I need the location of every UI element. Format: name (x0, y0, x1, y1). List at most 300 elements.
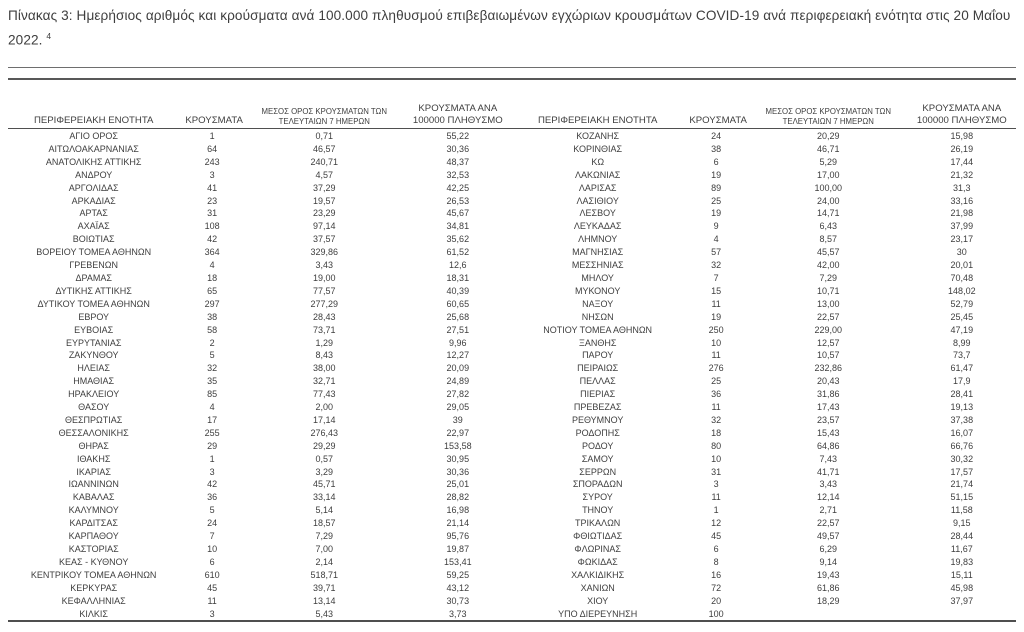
table-row (512, 272, 1016, 285)
per100k-cell: 95,76 (446, 531, 470, 542)
column-header-region: ΠΕΡΙΦΕΡΕΙΑΚΗ ΕΝΟΤΗΤΑ (8, 94, 179, 129)
avg7-cell: 77,57 (312, 285, 336, 296)
per100k-cell: 148,02 (948, 285, 976, 296)
table-row (512, 453, 1016, 466)
avg7-cell: 46,57 (312, 143, 336, 154)
region-cell: ΚΑΛΥΜΝΟΥ (68, 505, 119, 516)
cases-cell: 11 (711, 350, 721, 361)
per100k-cell: 32,53 (446, 169, 470, 180)
table-row (512, 156, 1016, 169)
region-cell: ΡΟΔΟΥ (582, 440, 614, 451)
region-cell: ΠΕΙΡΑΙΩΣ (577, 363, 619, 374)
cases-cell: 11 (711, 298, 721, 309)
region-cell: ΣΕΡΡΩΝ (579, 466, 617, 477)
table-row (8, 414, 512, 427)
cases-cell: 16 (711, 569, 722, 580)
per100k-cell: 21,98 (950, 208, 974, 219)
per100k-cell: 25,68 (446, 311, 470, 322)
avg7-cell: 277,29 (310, 298, 339, 309)
per100k-cell: 24,89 (446, 376, 470, 387)
table-row (512, 311, 1016, 324)
avg7-cell: 31,86 (816, 389, 840, 400)
table-row (8, 478, 512, 491)
region-cell: ΛΕΣΒΟΥ (579, 208, 616, 219)
region-cell: ΠΕΛΛΑΣ (579, 376, 616, 387)
per100k-cell: 39 (452, 414, 463, 425)
avg7-cell: 23,57 (816, 414, 840, 425)
avg7-cell: 42,00 (816, 260, 840, 271)
region-cell: ΑΙΤΩΛΟΑΚΑΡΝΑΝΙΑΣ (48, 143, 139, 154)
cases-cell: 19 (711, 169, 722, 180)
cases-cell: 89 (711, 182, 722, 193)
per100k-cell: 21,74 (950, 479, 974, 490)
avg7-cell: 5,43 (315, 608, 334, 619)
per100k-cell: 48,37 (446, 156, 470, 167)
region-cell: ΗΜΑΘΙΑΣ (73, 376, 115, 387)
avg7-cell: 17,00 (816, 169, 840, 180)
per100k-cell: 19,87 (446, 544, 470, 554)
table-row (8, 582, 512, 595)
table-row (8, 349, 512, 362)
region-cell: ΑΡΓΟΛΙΔΑΣ (68, 182, 119, 193)
table-row (512, 195, 1016, 208)
region-cell: ΦΛΩΡΙΝΑΣ (574, 544, 621, 554)
region-cell: ΛΑΚΩΝΙΑΣ (575, 169, 621, 180)
table-row (8, 543, 512, 556)
region-cell: ΝΗΣΩΝ (581, 311, 614, 322)
avg7-cell: 0,71 (315, 131, 334, 141)
region-cell: ΚΕΝΤΡΙΚΟΥ ΤΟΜΕΑ ΑΘΗΝΩΝ (30, 569, 157, 580)
per100k-cell: 45,67 (446, 208, 470, 219)
table-row (512, 556, 1016, 569)
cases-cell: 364 (204, 247, 220, 258)
region-cell: ΖΑΚΥΝΘΟΥ (68, 350, 119, 361)
table-row (512, 427, 1016, 440)
region-cell: ΚΩ (591, 156, 605, 167)
table-row (512, 569, 1016, 582)
per100k-cell: 21,14 (446, 518, 470, 529)
avg7-cell: 33,14 (312, 492, 336, 503)
per100k-cell: 11,58 (950, 505, 973, 516)
table-row (512, 375, 1016, 388)
region-cell: ΔΥΤΙΚΗΣ ΑΤΤΙΚΗΣ (55, 285, 132, 296)
table-row (512, 543, 1016, 556)
cases-cell: 5 (209, 505, 215, 516)
avg7-cell: 97,14 (312, 221, 336, 232)
per100k-cell: 19,83 (950, 556, 974, 567)
table-caption-text: Πίνακας 3: Ημερήσιος αριθμός και κρούσματα ανά 100.000 πληθυσμού επιβεβαιωμένων εγχώριων κρουσμάτων COVID-19 ανά περιφερειακή ενότητα στις 20 Μαΐου 2022. (8, 8, 1011, 48)
cases-cell: 108 (204, 221, 220, 232)
region-cell: ΙΘΑΚΗΣ (76, 453, 111, 464)
per100k-cell: 18,31 (446, 272, 470, 283)
table-row (8, 207, 512, 220)
avg7-cell: 64,86 (816, 440, 840, 451)
avg7-cell: 3,43 (315, 260, 334, 271)
per100k-cell: 30 (956, 247, 967, 258)
avg7-cell: 32,71 (312, 376, 336, 387)
region-cell: ΤΗΝΟΥ (582, 505, 614, 516)
avg7-cell: 61,86 (816, 582, 840, 593)
cases-cell: 10 (207, 544, 218, 554)
avg7-cell: 329,86 (310, 247, 339, 258)
cases-cell: 7 (209, 531, 215, 542)
cases-cell: 23 (207, 195, 218, 206)
table-row (8, 440, 512, 453)
table-row (512, 207, 1016, 220)
cases-cell: 24 (711, 131, 722, 141)
region-cell: ΦΘΙΩΤΙΔΑΣ (573, 531, 623, 542)
region-cell: ΕΥΡΥΤΑΝΙΑΣ (65, 337, 122, 348)
region-cell: ΑΡΚΑΔΙΑΣ (71, 195, 116, 206)
region-cell: ΙΩΑΝΝΙΝΩΝ (68, 479, 119, 490)
cases-cell: 4 (209, 260, 215, 271)
cases-cell: 31 (207, 208, 218, 219)
avg7-cell: 6,43 (819, 221, 838, 232)
cases-cell: 18 (207, 272, 218, 283)
cases-cell: 3 (209, 466, 215, 477)
region-cell: ΜΥΚΟΝΟΥ (574, 285, 621, 296)
cases-cell: 255 (204, 427, 220, 438)
region-cell: ΦΩΚΙΔΑΣ (577, 556, 618, 567)
table-row (8, 466, 512, 479)
cases-cell: 1 (209, 131, 215, 141)
per100k-cell: 37,99 (950, 221, 974, 232)
per100k-cell: 40,39 (446, 285, 470, 296)
per100k-cell: 25,01 (446, 479, 470, 490)
avg7-cell: 29,29 (312, 440, 336, 451)
avg7-cell: 17,14 (312, 414, 336, 425)
per100k-cell: 45,98 (950, 582, 974, 593)
region-cell: ΗΛΕΙΑΣ (77, 363, 110, 374)
per100k-cell: 30,95 (446, 453, 470, 464)
per100k-cell: 52,79 (950, 298, 974, 309)
cases-cell: 20 (711, 595, 722, 606)
avg7-cell: 10,71 (816, 285, 840, 296)
cases-cell: 4 (713, 234, 719, 245)
table-row (512, 182, 1016, 195)
table-row (512, 129, 1016, 143)
avg7-cell: 15,43 (816, 427, 840, 438)
table-row (8, 388, 512, 401)
per100k-cell: 30,36 (446, 143, 470, 154)
region-cell: ΔΥΤΙΚΟΥ ΤΟΜΕΑ ΑΘΗΝΩΝ (37, 298, 150, 309)
table-row (512, 466, 1016, 479)
cases-cell: 32 (711, 260, 722, 271)
region-cell: ΣΑΜΟΥ (581, 453, 614, 464)
region-cell: ΜΕΣΣΗΝΙΑΣ (571, 260, 624, 271)
avg7-cell: 24,00 (816, 195, 840, 206)
region-cell: ΛΑΣΙΘΙΟΥ (576, 195, 619, 206)
avg7-cell: 37,57 (312, 234, 336, 245)
region-cell: ΛΕΥΚΑΔΑΣ (573, 221, 622, 232)
region-cell: ΜΑΓΝΗΣΙΑΣ (572, 247, 624, 258)
table-right-header (512, 94, 1016, 129)
table-left-header (8, 94, 512, 129)
cases-cell: 1 (713, 505, 719, 516)
avg7-cell: 7,29 (819, 272, 838, 283)
column-header-cases: ΚΡΟΥΣΜΑΤΑ (683, 94, 749, 129)
avg7-cell: 49,57 (816, 531, 840, 542)
per100k-cell: 34,81 (446, 221, 470, 232)
table-row (8, 220, 512, 233)
table-row (8, 491, 512, 504)
per100k-cell: 26,53 (446, 195, 470, 206)
region-cell: ΛΑΡΙΣΑΣ (578, 182, 617, 193)
avg7-cell: 22,57 (816, 311, 840, 322)
cases-cell: 5 (209, 350, 215, 361)
avg7-cell: 38,00 (312, 363, 336, 374)
per100k-cell: 29,05 (446, 402, 470, 413)
avg7-cell: 7,43 (819, 453, 838, 464)
region-cell: ΚΑΒΑΛΑΣ (72, 492, 115, 503)
cases-cell: 65 (207, 285, 218, 296)
cases-cell: 7 (713, 272, 719, 283)
cases-cell: 11 (711, 402, 721, 413)
per100k-cell: 20,09 (446, 363, 470, 374)
region-cell: ΚΕΦΑΛΛΗΝΙΑΣ (61, 595, 126, 606)
avg7-cell: 13,00 (816, 298, 840, 309)
column-header-avg7: ΜΕΣΟΣ ΟΡΟΣ ΚΡΟΥΣΜΑΤΩΝ ΤΩΝ ΤΕΛΕΥΤΑΙΩΝ 7 ΗΜΕΡΩΝ (245, 94, 404, 129)
cases-cell: 64 (207, 143, 218, 154)
avg7-cell: 20,43 (816, 376, 840, 387)
regional-table-right (512, 94, 1016, 620)
table-row (512, 233, 1016, 246)
per100k-cell: 26,19 (950, 143, 974, 154)
table-row (8, 129, 512, 143)
per100k-cell: 12,6 (449, 260, 467, 271)
region-cell: ΝΑΞΟΥ (582, 298, 614, 309)
cases-cell: 36 (207, 492, 218, 503)
region-cell: ΓΡΕΒΕΝΩΝ (69, 260, 119, 271)
table-row (8, 608, 512, 621)
avg7-cell (749, 608, 908, 621)
table-row (512, 220, 1016, 233)
per100k-cell: 28,44 (950, 531, 974, 542)
table-row (8, 143, 512, 156)
per100k-cell: 15,98 (950, 131, 974, 141)
per100k-cell: 73,7 (953, 350, 971, 361)
table-row (512, 388, 1016, 401)
per100k-cell: 70,48 (950, 272, 974, 283)
avg7-cell: 518,71 (310, 569, 339, 580)
per100k-cell (908, 608, 1016, 621)
column-header-avg7: ΜΕΣΟΣ ΟΡΟΣ ΚΡΟΥΣΜΑΤΩΝ ΤΩΝ ΤΕΛΕΥΤΑΙΩΝ 7 ΗΜΕΡΩΝ (749, 94, 908, 129)
cases-cell: 100 (708, 608, 724, 619)
per100k-cell: 37,97 (950, 595, 974, 606)
avg7-cell: 7,00 (315, 544, 334, 554)
regional-tables (8, 94, 1016, 622)
cases-cell: 45 (711, 531, 722, 542)
per100k-cell: 17,57 (950, 466, 974, 477)
avg7-cell: 20,29 (816, 131, 840, 141)
table-row (8, 169, 512, 182)
cases-cell: 8 (713, 556, 719, 567)
region-cell: ΠΡΕΒΕΖΑΣ (573, 402, 622, 413)
table-row (8, 285, 512, 298)
per100k-cell: 28,82 (446, 492, 470, 503)
per100k-cell: 42,25 (446, 182, 470, 193)
cases-cell: 45 (207, 582, 218, 593)
cases-cell: 32 (711, 414, 722, 425)
table-row (8, 517, 512, 530)
region-cell: ΜΗΛΟΥ (581, 272, 614, 283)
per100k-cell: 9,15 (953, 518, 971, 529)
cases-cell: 6 (713, 156, 719, 167)
region-cell: ΚΑΣΤΟΡΙΑΣ (68, 544, 119, 554)
table-row (8, 362, 512, 375)
region-cell: ΒΟΙΩΤΙΑΣ (72, 234, 115, 245)
per100k-cell: 30,32 (950, 453, 974, 464)
cases-cell: 10 (711, 337, 722, 348)
cases-cell: 18 (711, 427, 722, 438)
region-cell: ΑΓΙΟ ΟΡΟΣ (69, 131, 118, 141)
region-cell: ΚΕΡΚΥΡΑΣ (70, 582, 118, 593)
avg7-cell: 45,71 (312, 479, 336, 490)
cases-cell: 4 (209, 402, 215, 413)
region-cell: ΑΧΑΪΑΣ (77, 221, 110, 232)
avg7-cell: 19,00 (312, 272, 336, 283)
region-cell: ΗΡΑΚΛΕΙΟΥ (68, 389, 120, 400)
cases-cell: 38 (207, 311, 218, 322)
table-row (8, 298, 512, 311)
avg7-cell: 240,71 (310, 156, 339, 167)
column-header-per100k: ΚΡΟΥΣΜΑΤΑ ΑΝΑ 100000 ΠΛΗΘΥΣΜΟ (908, 94, 1016, 129)
region-cell: ΤΡΙΚΑΛΩΝ (575, 518, 621, 529)
cases-cell: 297 (204, 298, 220, 309)
table-row (8, 337, 512, 350)
avg7-cell: 19,43 (816, 569, 840, 580)
per100k-cell: 59,25 (446, 569, 470, 580)
cases-cell: 3 (209, 608, 215, 619)
cases-cell: 15 (711, 285, 722, 296)
table-row (512, 349, 1016, 362)
cases-cell: 85 (207, 389, 218, 400)
per100k-cell: 15,11 (950, 569, 973, 580)
horizontal-rule-bottom (8, 78, 1016, 80)
avg7-cell: 45,57 (816, 247, 840, 258)
per100k-cell: 60,65 (446, 298, 470, 309)
table-left-body (8, 129, 512, 621)
header-row (8, 94, 512, 129)
cases-cell: 35 (207, 376, 218, 387)
table-row (8, 311, 512, 324)
avg7-cell: 73,71 (312, 324, 336, 335)
cases-cell: 25 (711, 195, 722, 206)
cases-cell: 10 (711, 453, 722, 464)
cases-cell: 12 (711, 518, 722, 529)
avg7-cell: 18,57 (312, 518, 336, 529)
avg7-cell: 39,71 (312, 582, 336, 593)
per100k-cell: 27,82 (446, 389, 470, 400)
region-cell: ΚΟΡΙΝΘΙΑΣ (573, 143, 623, 154)
avg7-cell: 276,43 (310, 427, 339, 438)
table-row (8, 595, 512, 608)
cases-cell: 2 (209, 337, 215, 348)
regional-table-left (8, 94, 512, 620)
region-cell: ΚΕΑΣ - ΚΥΘΝΟΥ (59, 556, 129, 567)
avg7-cell: 41,71 (816, 466, 840, 477)
avg7-cell: 100,00 (814, 182, 843, 193)
per100k-cell: 61,52 (446, 247, 470, 258)
horizontal-rule-top (8, 67, 1016, 68)
per100k-cell: 47,19 (950, 324, 974, 335)
table-row (512, 143, 1016, 156)
per100k-cell: 19,13 (950, 402, 974, 413)
cases-cell: 25 (711, 376, 722, 387)
per100k-cell: 17,9 (953, 376, 971, 387)
avg7-cell: 229,00 (814, 324, 843, 335)
table-row (512, 504, 1016, 517)
region-cell: ΔΡΑΜΑΣ (75, 272, 112, 283)
region-cell: ΚΟΖΑΝΗΣ (576, 131, 620, 141)
avg7-cell: 2,14 (315, 556, 334, 567)
region-cell: ΡΕΘΥΜΝΟΥ (571, 414, 624, 425)
cases-cell: 17 (207, 414, 218, 425)
per100k-cell: 20,01 (950, 260, 974, 271)
table-row (512, 401, 1016, 414)
region-cell: ΚΑΡΠΑΘΟΥ (68, 531, 119, 542)
avg7-cell: 3,43 (819, 479, 838, 490)
header-row (512, 94, 1016, 129)
per100k-cell: 28,41 (950, 389, 974, 400)
per100k-cell: 31,3 (953, 182, 971, 193)
region-cell: ΙΚΑΡΙΑΣ (76, 466, 111, 477)
avg7-cell: 28,43 (312, 311, 336, 322)
cases-cell: 36 (711, 389, 722, 400)
avg7-cell: 23,29 (312, 208, 336, 219)
table-row (512, 608, 1016, 621)
region-cell: ΑΝΔΡΟΥ (75, 169, 113, 180)
cases-cell: 250 (708, 324, 724, 335)
table-row (512, 324, 1016, 337)
cases-cell: 610 (204, 569, 220, 580)
cases-cell: 6 (209, 556, 215, 567)
table-row (512, 414, 1016, 427)
per100k-cell: 21,32 (950, 169, 974, 180)
avg7-cell: 14,71 (816, 208, 840, 219)
table-row (8, 569, 512, 582)
footnote-reference: 4 (46, 31, 52, 41)
table-row (512, 595, 1016, 608)
table-row (8, 375, 512, 388)
table-row (8, 427, 512, 440)
avg7-cell: 19,57 (312, 195, 336, 206)
cases-cell: 11 (711, 492, 721, 503)
avg7-cell: 7,29 (315, 531, 334, 542)
region-cell: ΕΒΡΟΥ (78, 311, 110, 322)
region-cell: ΞΑΝΘΗΣ (578, 337, 617, 348)
avg7-cell: 77,43 (312, 389, 336, 400)
table-row (512, 582, 1016, 595)
avg7-cell: 12,14 (816, 492, 840, 503)
table-row (512, 517, 1016, 530)
region-cell: ΣΥΡΟΥ (582, 492, 613, 503)
per100k-cell: 43,12 (446, 582, 470, 593)
region-cell: ΧΑΛΚΙΔΙΚΗΣ (571, 569, 625, 580)
cases-cell: 9 (713, 221, 719, 232)
cases-cell: 19 (711, 311, 722, 322)
cases-cell: 29 (207, 440, 218, 451)
table-row (8, 272, 512, 285)
per100k-cell: 37,38 (950, 414, 974, 425)
cases-cell: 3 (209, 169, 215, 180)
per100k-cell: 27,51 (446, 324, 470, 335)
per100k-cell: 22,97 (446, 427, 470, 438)
avg7-cell: 10,57 (816, 350, 840, 361)
avg7-cell: 6,29 (819, 544, 838, 554)
region-cell: ΡΟΔΟΠΗΣ (575, 427, 620, 438)
table-row (8, 324, 512, 337)
